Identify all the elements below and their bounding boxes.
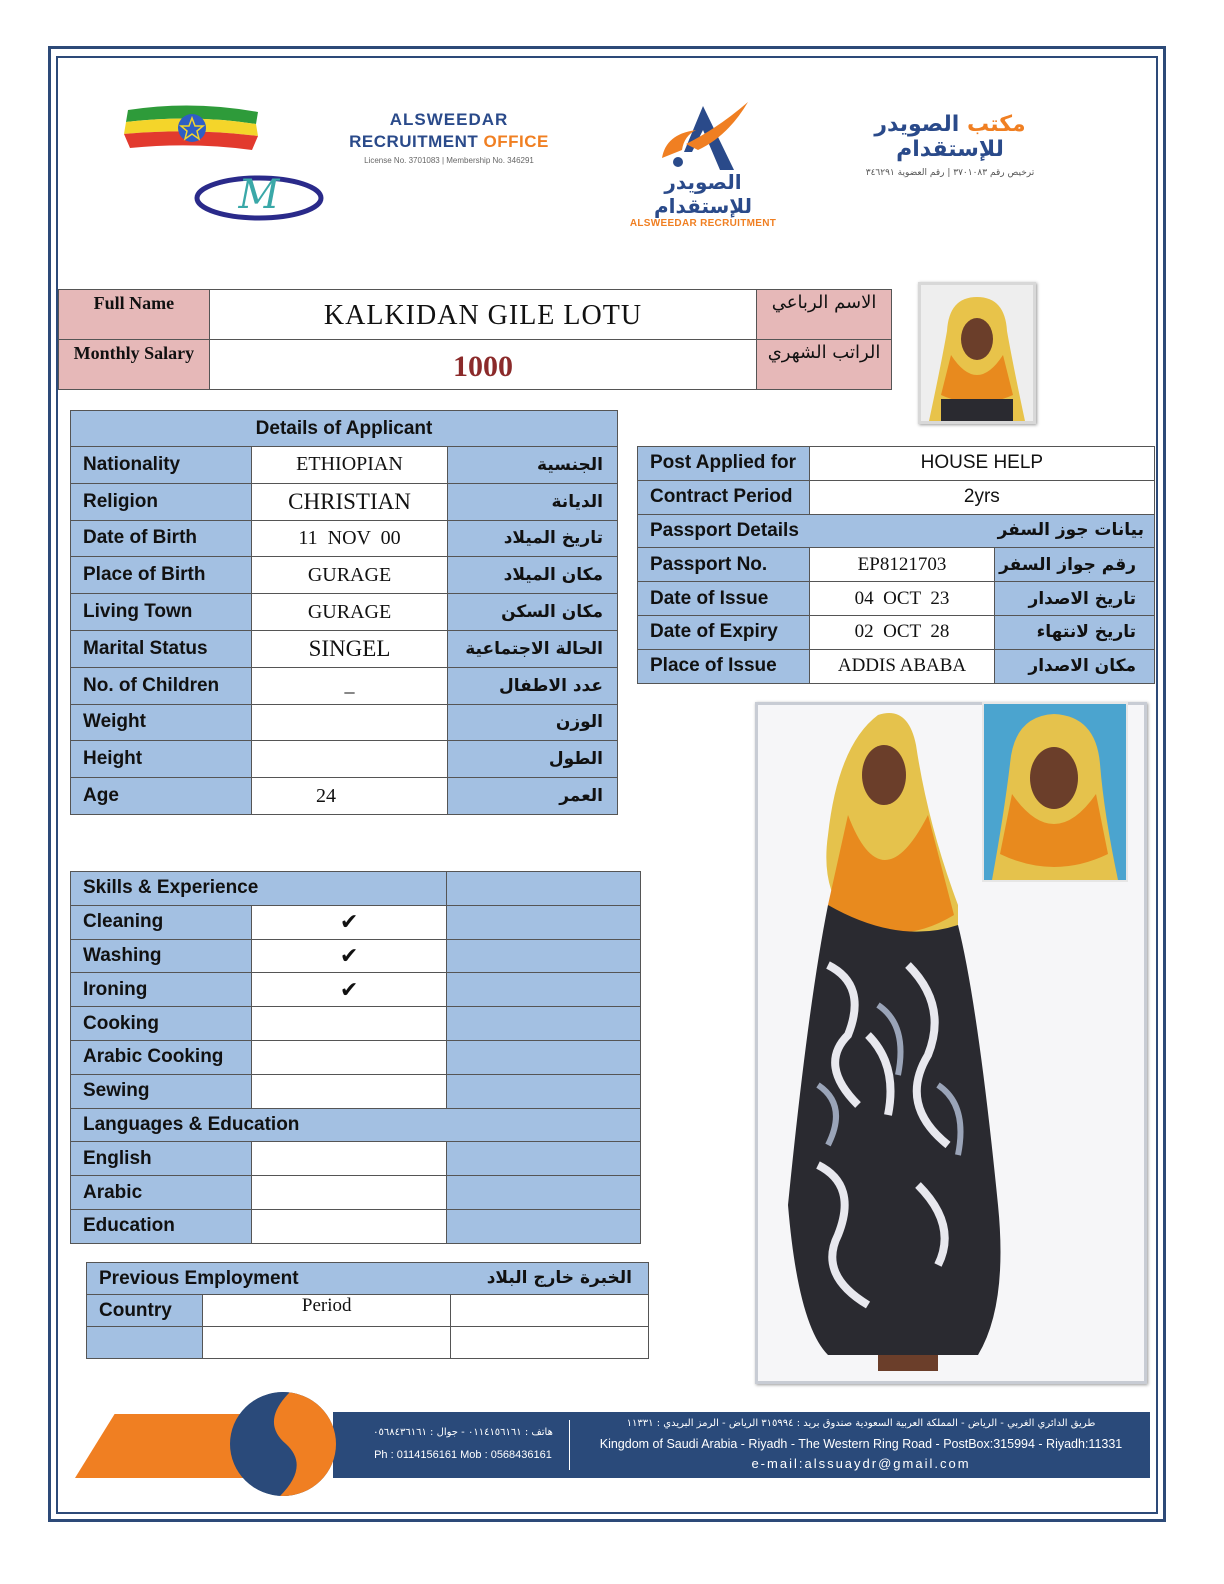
detail-label: No. of Children (71, 667, 252, 704)
passport-value: 02 OCT 28 (809, 615, 995, 649)
language-row (71, 1142, 641, 1176)
passport-arabic-label: تاريخ الاصدار (995, 582, 1155, 616)
detail-value: GURAGE (252, 594, 448, 631)
skill-row (71, 1007, 641, 1041)
detail-arabic-label: تاريخ الميلاد (448, 520, 618, 557)
footer-address (575, 1414, 1147, 1474)
skill-label: Ironing (71, 973, 252, 1007)
full-name-label: Full Name (59, 290, 210, 340)
detail-value (252, 741, 448, 778)
skill-label: Washing (71, 939, 252, 973)
skill-row (71, 973, 641, 1007)
applicant-portrait-photo (918, 282, 1036, 424)
contract-value: 2yrs (809, 480, 1154, 514)
skill-row (71, 1040, 641, 1074)
previous-employment-header: Previous Employment الخبرة خارج البلاد (87, 1263, 649, 1295)
salary-row (59, 340, 892, 390)
passport-arabic-label: رقم جواز السفر (995, 548, 1155, 582)
skill-label: Arabic Cooking (71, 1040, 252, 1074)
language-row (71, 1209, 641, 1243)
detail-value (252, 704, 448, 741)
full-name-row (59, 290, 892, 340)
detail-label: Marital Status (71, 630, 252, 667)
passport-label: Passport No. (638, 548, 810, 582)
salary-label: Monthly Salary (59, 340, 210, 390)
detail-arabic-label: الوزن (448, 704, 618, 741)
post-row (638, 447, 1155, 481)
post-passport-table (637, 446, 1155, 684)
detail-arabic-label: العمر (448, 778, 618, 815)
a-mark-icon (648, 100, 758, 174)
detail-arabic-label: عدد الاطفال (448, 667, 618, 704)
footer-divider (569, 1420, 570, 1470)
skill-blank (447, 939, 641, 973)
footer-phones (365, 1422, 561, 1466)
detail-label: Living Town (71, 594, 252, 631)
alsweedar-a-logo (612, 100, 794, 229)
skills-header: Skills & Experience (71, 872, 447, 906)
details-row (71, 667, 618, 704)
footer-phones-english: Ph : 0114156161 Mob : 0568436161 (374, 1449, 552, 1461)
office-logo-line1: ALSWEEDAR (389, 110, 509, 129)
passport-value: ADDIS ABABA (809, 649, 995, 683)
skill-blank (447, 1040, 641, 1074)
language-blank (447, 1176, 641, 1210)
details-title: Details of Applicant (71, 411, 618, 447)
language-row (71, 1176, 641, 1210)
detail-arabic-label: الديانة (448, 483, 618, 520)
passport-row (638, 615, 1155, 649)
language-blank (447, 1209, 641, 1243)
detail-arabic-label: الحالة الاجتماعية (448, 630, 618, 667)
passport-row (638, 649, 1155, 683)
detail-label: Nationality (71, 447, 252, 484)
details-row (71, 483, 618, 520)
passport-row (638, 548, 1155, 582)
detail-value: 11 NOV 00 (252, 520, 448, 557)
skill-value (251, 1007, 447, 1041)
applicant-details-table (70, 410, 618, 815)
skill-row (71, 905, 641, 939)
checkmark-icon: ✔ (251, 905, 447, 939)
post-label: Post Applied for (638, 447, 810, 481)
arabic-office-logo (824, 112, 1076, 178)
office-license: License No. 3701083 | Membership No. 346291 (364, 156, 534, 165)
footer-address-english: Kingdom of Saudi Arabia - Riyadh - The Western Ring Road - PostBox:315994 - Riyadh:11331 (599, 1437, 1123, 1451)
contract-row (638, 480, 1155, 514)
passport-arabic-label: مكان الاصدار (995, 649, 1155, 683)
footer-logo-icon (230, 1392, 336, 1496)
details-row (71, 447, 618, 484)
period-label: Period (202, 1295, 451, 1327)
skill-value (251, 1074, 447, 1108)
detail-value: SINGEL (252, 630, 448, 667)
passport-label: Date of Expiry (638, 615, 810, 649)
detail-label: Date of Birth (71, 520, 252, 557)
detail-value: _ (252, 667, 448, 704)
post-value: HOUSE HELP (809, 447, 1154, 481)
skills-header-row (71, 872, 641, 906)
office-logo-line2: RECRUITMENT OFFICE (349, 132, 549, 151)
previous-columns-row (87, 1295, 649, 1327)
skill-value (251, 1040, 447, 1074)
detail-value: ETHIOPIAN (252, 447, 448, 484)
language-label: Education (71, 1209, 252, 1243)
previous-header-row (87, 1263, 649, 1295)
language-blank (447, 1142, 641, 1176)
ethiopia-flag-icon (122, 100, 262, 158)
detail-arabic-label: مكان الميلاد (448, 557, 618, 594)
period-cell (202, 1327, 451, 1359)
center-logo-english: ALSWEEDAR RECRUITMENT (629, 218, 777, 229)
full-name-arabic-label: الاسم الرباعي (757, 290, 892, 340)
footer-phones-arabic: هاتف : ٠١١٤١٥٦١٦١ - جوال : ٠٥٦٨٤٣٦١٦١ (373, 1427, 553, 1438)
language-label: English (71, 1142, 252, 1176)
skill-blank (447, 973, 641, 1007)
passport-details-header: Passport Details بيانات جوز السفر (638, 514, 1155, 548)
details-row (71, 594, 618, 631)
arabic-office-license: ترخيص رقم ٣٧٠١٠٨٣ | رقم العضوية ٣٤٦٢٩١ (865, 168, 1035, 178)
detail-arabic-label: الطول (448, 741, 618, 778)
passport-value: EP8121703 (809, 548, 995, 582)
previous-blank (451, 1295, 649, 1327)
detail-value: GURAGE (252, 557, 448, 594)
full-name-value: KALKIDAN GILE LOTU (209, 290, 756, 340)
details-row (71, 704, 618, 741)
details-row (71, 630, 618, 667)
passport-value: 04 OCT 23 (809, 582, 995, 616)
footer-email: e-mail:alssuaydr@gmail.com (751, 1456, 971, 1471)
passport-header-row (638, 514, 1155, 548)
salary-arabic-label: الراتب الشهري (757, 340, 892, 390)
checkmark-icon: ✔ (251, 973, 447, 1007)
checkmark-icon: ✔ (251, 939, 447, 973)
previous-employment-table (86, 1262, 649, 1359)
passport-label: Place of Issue (638, 649, 810, 683)
svg-text:M: M (238, 172, 280, 218)
skill-row (71, 1074, 641, 1108)
footer-banner (75, 1392, 1150, 1496)
detail-label: Height (71, 741, 252, 778)
detail-label: Place of Birth (71, 557, 252, 594)
passport-label: Date of Issue (638, 582, 810, 616)
center-logo-arabic: الصويدر للإستقدام (654, 170, 752, 218)
detail-label: Weight (71, 704, 252, 741)
details-row (71, 520, 618, 557)
language-label: Arabic (71, 1176, 252, 1210)
skill-label: Cleaning (71, 905, 252, 939)
skill-blank (447, 905, 641, 939)
passport-row (638, 582, 1155, 616)
skill-label: Cooking (71, 1007, 252, 1041)
country-cell (87, 1327, 203, 1359)
skill-blank (447, 1074, 641, 1108)
salary-value: 1000 (209, 340, 756, 390)
skill-row (71, 939, 641, 973)
applicant-passport-photo (982, 702, 1128, 882)
skills-header-blank (447, 872, 641, 906)
previous-blank (451, 1327, 649, 1359)
detail-value: 24 (252, 778, 448, 815)
country-label: Country (87, 1295, 203, 1327)
skill-label: Sewing (71, 1074, 252, 1108)
language-value (251, 1176, 447, 1210)
contract-label: Contract Period (638, 480, 810, 514)
skill-blank (447, 1007, 641, 1041)
languages-header: Languages & Education (71, 1108, 641, 1142)
passport-arabic-label: تاريخ لانتهاء (995, 615, 1155, 649)
footer-orange-shape (75, 1414, 255, 1478)
m-logo-icon (192, 166, 326, 226)
skills-experience-table (70, 871, 641, 1244)
detail-arabic-label: الجنسية (448, 447, 618, 484)
detail-arabic-label: مكان السكن (448, 594, 618, 631)
detail-value: CHRISTIAN (252, 483, 448, 520)
details-row (71, 741, 618, 778)
details-row (71, 557, 618, 594)
previous-empty-row (87, 1327, 649, 1359)
language-value (251, 1209, 447, 1243)
languages-header-row (71, 1108, 641, 1142)
detail-label: Religion (71, 483, 252, 520)
language-value (251, 1142, 447, 1176)
arabic-office-name: مكتب الصويدر للإستقدام (874, 112, 1026, 162)
footer-address-arabic: طريق الدائري الغربي - الرياض - المملكة العربية السعودية صندوق بريد : ٣١٥٩٩٤ الرياض - الرمز البريدي : ١١٣٣١ (626, 1418, 1096, 1429)
name-salary-table (58, 289, 892, 390)
office-logo (336, 110, 562, 180)
detail-label: Age (71, 778, 252, 815)
details-row (71, 778, 618, 815)
